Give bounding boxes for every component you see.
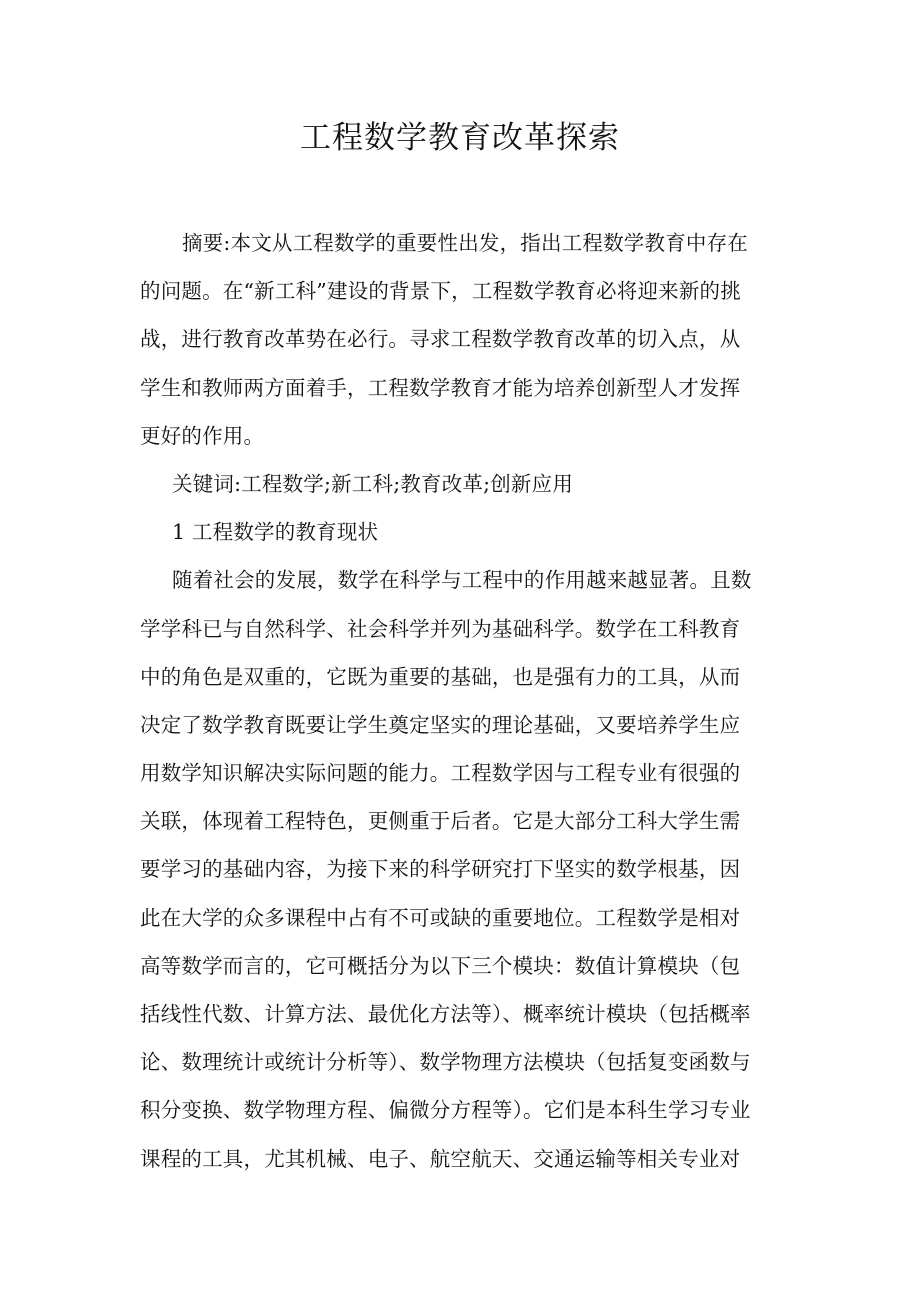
abstract-line: 的问题。在“新工科”建设的背景下，工程数学教育必将迎来新的挑 — [140, 279, 741, 304]
paragraph-line: 学学科已与自然科学、社会科学并列为基础科学。数学在工科教育 — [140, 616, 741, 641]
paragraph-line: 高等数学而言的，它可概括分为以下三个模块：数值计算模块（包 — [140, 953, 741, 978]
paragraph-line: 论、数理统计或统计分析等）、数学物理方法模块（包括复变函数与 — [140, 1050, 751, 1075]
abstract-line: 更好的作用。 — [140, 423, 265, 448]
paragraph-line: 要学习的基础内容，为接下来的科学研究打下坚实的数学根基，因 — [140, 857, 741, 882]
paragraph-line: 课程的工具，尤其机械、电子、航空航天、交通运输等相关专业对 — [140, 1146, 741, 1171]
paragraph-line: 括线性代数、计算方法、最优化方法等）、概率统计模块（包括概率 — [140, 1002, 751, 1026]
abstract-line: 摘要:本文从工程数学的重要性出发，指出工程数学教育中存在 — [182, 231, 749, 255]
document-body — [140, 225, 780, 1189]
paragraph-line: 决定了数学教育既要让学生奠定坚实的理论基础，又要培养学生应 — [140, 712, 741, 737]
paragraph-line: 中的角色是双重的，它既为重要的基础，也是强有力的工具，从而 — [140, 664, 741, 689]
keywords-line: 关键词:工程数学;新工科;教育改革;创新应用 — [172, 471, 574, 496]
paragraph-line: 关联，体现着工程特色，更侧重于后者。它是大部分工科大学生需 — [140, 809, 741, 834]
paragraph-line: 积分变换、数学物理方程、偏微分方程等）。它们是本科生学习专业 — [140, 1098, 751, 1123]
section-heading: 1 工程数学的教育现状 — [172, 520, 379, 545]
paragraph-line: 用数学知识解决实际问题的能力。工程数学因与工程专业有很强的 — [140, 761, 741, 786]
abstract-line: 学生和教师两方面着手，工程数学教育才能为培养创新型人才发挥 — [140, 375, 741, 400]
document-title: 工程数学教育改革探索 — [300, 120, 620, 156]
abstract-line: 战，进行教育改革势在必行。寻求工程数学教育改革的切入点，从 — [140, 327, 741, 352]
paragraph-line: 随着社会的发展，数学在科学与工程中的作用越来越显著。且数 — [172, 568, 752, 593]
paragraph-line: 此在大学的众多课程中占有不可或缺的重要地位。工程数学是相对 — [140, 905, 741, 930]
